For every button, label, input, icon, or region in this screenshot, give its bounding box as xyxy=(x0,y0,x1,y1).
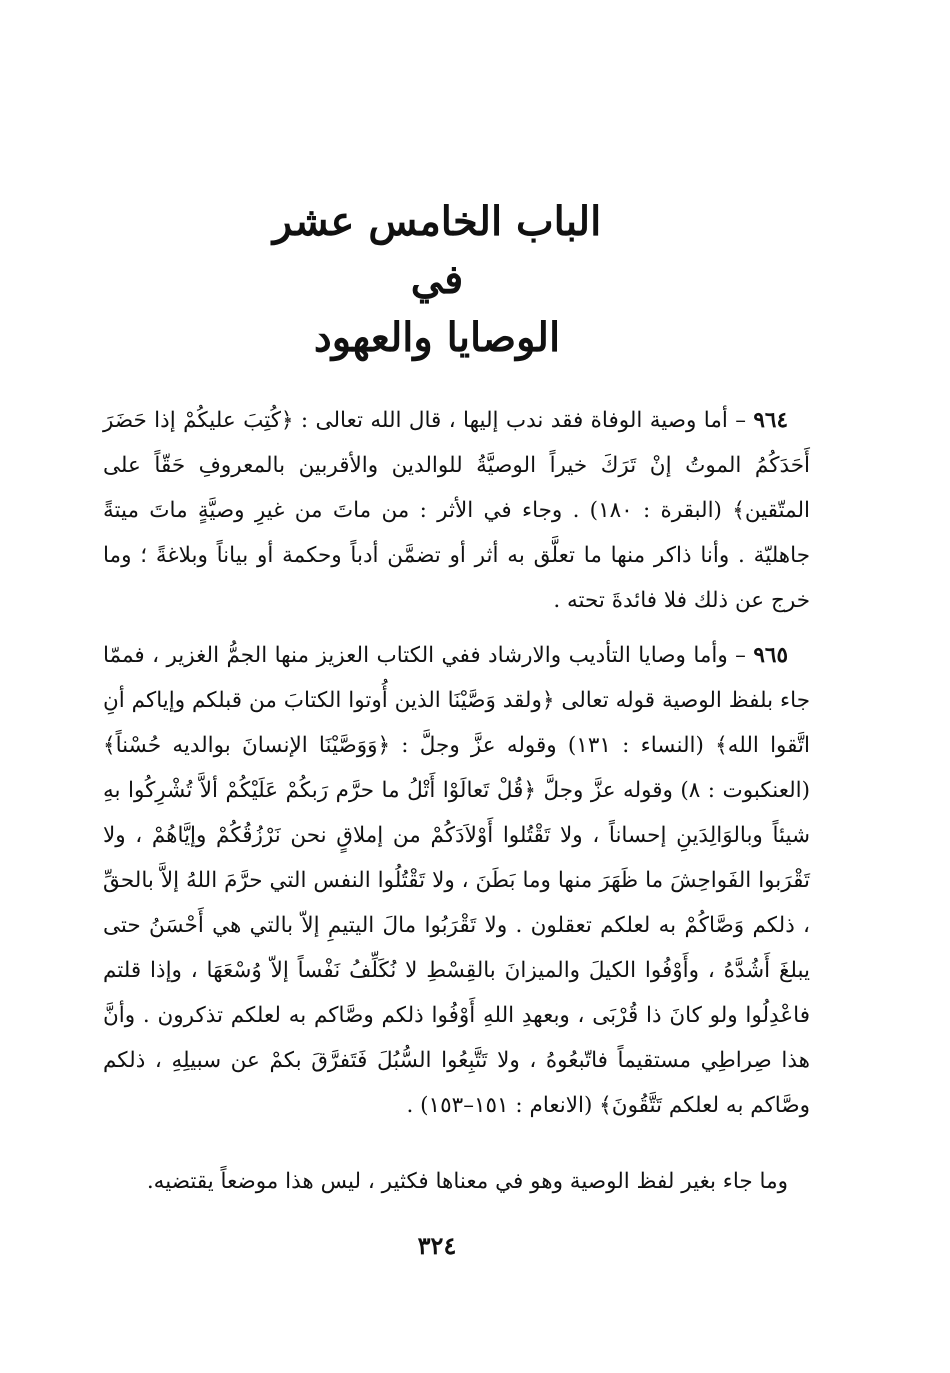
main-text xyxy=(103,398,810,1128)
paragraph-text: – وأما وصايا التأديب والارشاد ففي الكتاب العزيز منها الجمُّ الغزير ، فممّا جاء بلفظ الوصية قوله تعالى ﴿ولقد وَصَّيْنَا الذين أُوتوا الكتابَ من قبلكم وإياكم أنِ اتَّقوا الله﴾ (النساء : ١٣١) وقوله عزَّ وجلَّ : ﴿وَوَصَّيْنَا الإنسانَ بوالديه حُسْناً﴾ (العنكبوت : ٨) وقوله عزَّ وجلَّ ﴿قُلْ تَعالَوْا أَتْلُ ما حرَّم رَبكُمْ عَلَيْكُمْ ألاَّ تُشْرِكُوا بهِ شيئاً وبالوَالِدَينِ إحساناً ، ولا تَقْتُلوا أَوْلاَدَكُمْ من إملاقٍ نحن نَرْزُقُكُمْ وإيَّاهُمْ ، ولا تَقْرَبوا الفَواحِشَ ما ظَهَرَ منها وما بَطَنَ ، ولا تَقْتُلُوا النفس التي حرَّمَ اللهُ إلاَّ بالحقِّ ، ذلكم وَصَّاكُمْ به لعلكم تعقلون . ولا تَقْرَبُوا مالَ اليتيمِ إلاّ بالتي هي أَحْسَنُ حتى يبلغَ أَشُدَّهُ ، وأَوْفُوا الكيلَ والميزانَ بالقِسْطِ لا نُكَلِّفُ نَفْساً إلاّ وُسْعَهَا ، وإذا قلتم فاعْدِلُوا ولو كانَ ذا قُرْبَى ، وبعهدِ اللهِ أَوْفُوا ذلكم وصَّاكم به لعلكم تذكرون . وأنَّ هذا صِراطِي مستقيماً فاتّبعُوهُ ، ولا تَتَّبِعُوا السُّبُلَ فَتَفرَّقَ بكمْ عن سبيلِهِ ، ذلكم وصَّاكم به لعلكم تَتَّقُونَ﴾ (الانعام : ١٥١–١٥٣) . xyxy=(103,643,810,1118)
paragraph-number: ٩٦٤ xyxy=(753,408,788,433)
paragraph-number: ٩٦٥ xyxy=(753,643,788,668)
paragraph-964 xyxy=(103,398,810,623)
paragraph-text: – أما وصية الوفاة فقد ندب إليها ، قال الله تعالى : ﴿كُتِبَ عليكُمْ إذا حَضَرَ أَحَدَكُمُ الموتُ إنْ تَرَكَ خيراً الوصيَّةُ للوالدين والأقربين بالمعروفِ حَقّاً على المتّقين﴾ (البقرة : ١٨٠) . وجاء في الأثر : من ماتَ من غيرِ وصيَّةٍ ماتَ ميتةً جاهليّة . وأنا ذاكر منها ما تعلَّق به أثر أو تضمَّن أدباً وحكمة أو بياناً وبلاغةً ؛ وما خرج عن ذلك فلا فائدةَ تحته . xyxy=(103,408,810,613)
chapter-title-connector: في xyxy=(410,256,464,303)
closing-paragraph: وما جاء بغير لفظ الوصية وهو في معناها فكثير ، ليس هذا موضعاً يقتضيه. xyxy=(146,1169,788,1194)
paragraph-965 xyxy=(103,633,810,1128)
page-number: ٣٢٤ xyxy=(417,1231,457,1260)
chapter-subtitle: الوصايا والعهود xyxy=(313,314,561,361)
chapter-title: الباب الخامس عشر xyxy=(272,198,602,245)
